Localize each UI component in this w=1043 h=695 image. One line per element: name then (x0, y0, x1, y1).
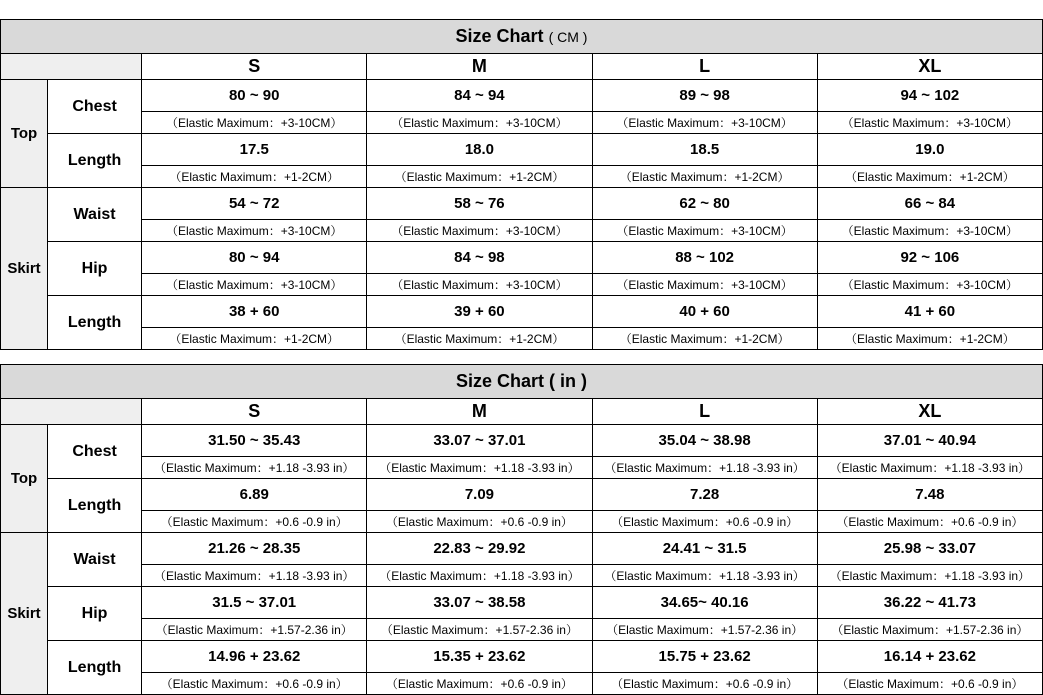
measurement-label: Chest (48, 425, 142, 479)
measurement-value: 7.48 (818, 479, 1042, 511)
size-value-cell (142, 533, 367, 587)
size-value-cell (142, 425, 367, 479)
size-chart-cm (0, 19, 1043, 350)
elastic-note: （Elastic Maximum：+3-10CM） (841, 278, 1019, 292)
elastic-note: （Elastic Maximum：+3-10CM） (616, 224, 793, 238)
elastic-note: （Elastic Maximum：+3-10CM） (616, 116, 793, 130)
elastic-note: （Elastic Maximum：+3-10CM） (391, 116, 568, 130)
measurement-label: Chest (48, 80, 142, 134)
elastic-note: （Elastic Maximum：+1.18 -3.93 in） (604, 569, 805, 583)
measurement-label: Length (48, 479, 142, 533)
elastic-note: （Elastic Maximum：+1.18 -3.93 in） (604, 461, 805, 475)
size-value-cell (592, 296, 817, 350)
elastic-note: （Elastic Maximum：+1.57-2.36 in） (831, 623, 1029, 637)
size-value-cell (817, 188, 1042, 242)
measurement-value: 89 ~ 98 (593, 80, 817, 112)
elastic-note: （Elastic Maximum：+3-10CM） (166, 116, 343, 130)
elastic-note: （Elastic Maximum：+0.6 -0.9 in） (611, 515, 799, 529)
measurement-label: Waist (48, 533, 142, 587)
measurement-value: 15.75 + 23.62 (593, 641, 817, 673)
group-label-skirt: Skirt (1, 533, 48, 695)
size-value-cell (367, 80, 592, 134)
measurement-value: 22.83 ~ 29.92 (367, 533, 591, 565)
measurement-row (1, 80, 1043, 134)
size-value-cell (142, 134, 367, 188)
elastic-note: （Elastic Maximum：+1.18 -3.93 in） (154, 461, 355, 475)
measurement-value: 80 ~ 94 (142, 242, 366, 274)
size-value-cell (592, 425, 817, 479)
elastic-note: （Elastic Maximum：+3-10CM） (391, 278, 568, 292)
measurement-value: 6.89 (142, 479, 366, 511)
size-value-cell (142, 80, 367, 134)
measurement-value: 33.07 ~ 38.58 (367, 587, 591, 619)
size-value-cell (367, 533, 592, 587)
size-value-cell (367, 587, 592, 641)
size-value-cell (142, 479, 367, 533)
measurement-value: 7.09 (367, 479, 591, 511)
elastic-note: （Elastic Maximum：+1-2CM） (169, 170, 340, 184)
measurement-value: 34.65~ 40.16 (593, 587, 817, 619)
measurement-row (1, 533, 1043, 587)
size-value-cell (592, 479, 817, 533)
measurement-value: 31.5 ~ 37.01 (142, 587, 366, 619)
measurement-value: 17.5 (142, 134, 366, 166)
size-value-cell (592, 242, 817, 296)
title-unit: ( CM ) (548, 29, 588, 45)
group-label-top: Top (1, 80, 48, 188)
header-corner (1, 54, 142, 80)
size-value-cell (817, 533, 1042, 587)
size-value-cell (142, 296, 367, 350)
size-chart-title (1, 20, 1043, 54)
size-value-cell (367, 425, 592, 479)
size-chart-title (1, 365, 1043, 399)
measurement-value: 62 ~ 80 (593, 188, 817, 220)
elastic-note: （Elastic Maximum：+3-10CM） (166, 224, 343, 238)
size-header-l: L (592, 54, 817, 80)
measurement-value: 40 + 60 (593, 296, 817, 328)
size-value-cell (367, 641, 592, 695)
size-value-cell (817, 425, 1042, 479)
measurement-value: 39 + 60 (367, 296, 591, 328)
elastic-note: （Elastic Maximum：+1.18 -3.93 in） (379, 461, 580, 475)
measurement-value: 14.96 + 23.62 (142, 641, 366, 673)
size-value-cell (592, 188, 817, 242)
measurement-value: 7.28 (593, 479, 817, 511)
elastic-note: （Elastic Maximum：+1-2CM） (394, 170, 565, 184)
measurement-value: 31.50 ~ 35.43 (142, 425, 366, 457)
size-value-cell (817, 479, 1042, 533)
elastic-note: （Elastic Maximum：+1-2CM） (619, 332, 790, 346)
measurement-label: Waist (48, 188, 142, 242)
size-header-row (1, 54, 1043, 80)
measurement-row (1, 296, 1043, 350)
elastic-note: （Elastic Maximum：+0.6 -0.9 in） (385, 677, 573, 691)
measurement-row (1, 587, 1043, 641)
elastic-note: （Elastic Maximum：+3-10CM） (841, 116, 1019, 130)
measurement-value: 24.41 ~ 31.5 (593, 533, 817, 565)
measurement-value: 16.14 + 23.62 (818, 641, 1042, 673)
elastic-note: （Elastic Maximum：+1-2CM） (394, 332, 565, 346)
measurement-row (1, 188, 1043, 242)
size-chart-in (0, 364, 1043, 695)
measurement-row (1, 641, 1043, 695)
size-value-cell (142, 587, 367, 641)
elastic-note: （Elastic Maximum：+0.6 -0.9 in） (611, 677, 799, 691)
size-value-cell (592, 134, 817, 188)
elastic-note: （Elastic Maximum：+3-10CM） (841, 224, 1019, 238)
measurement-value: 80 ~ 90 (142, 80, 366, 112)
title-text: Size Chart (455, 26, 544, 46)
measurement-value: 33.07 ~ 37.01 (367, 425, 591, 457)
size-table (0, 364, 1043, 695)
elastic-note: （Elastic Maximum：+1.57-2.36 in） (606, 623, 804, 637)
size-header-xl: XL (817, 399, 1042, 425)
elastic-note: （Elastic Maximum：+1.18 -3.93 in） (829, 569, 1031, 583)
measurement-value: 41 + 60 (818, 296, 1042, 328)
size-value-cell (592, 533, 817, 587)
elastic-note: （Elastic Maximum：+0.6 -0.9 in） (836, 515, 1024, 529)
measurement-value: 58 ~ 76 (367, 188, 591, 220)
measurement-value: 36.22 ~ 41.73 (818, 587, 1042, 619)
measurement-label: Length (48, 641, 142, 695)
measurement-label: Length (48, 296, 142, 350)
measurement-value: 84 ~ 98 (367, 242, 591, 274)
elastic-note: （Elastic Maximum：+1-2CM） (619, 170, 790, 184)
measurement-value: 92 ~ 106 (818, 242, 1042, 274)
size-header-s: S (142, 54, 367, 80)
size-header-m: M (367, 399, 592, 425)
measurement-row (1, 425, 1043, 479)
measurement-value: 94 ~ 102 (818, 80, 1042, 112)
size-value-cell (142, 188, 367, 242)
measurement-value: 18.5 (593, 134, 817, 166)
elastic-note: （Elastic Maximum：+1.57-2.36 in） (380, 623, 578, 637)
elastic-note: （Elastic Maximum：+0.6 -0.9 in） (160, 677, 348, 691)
measurement-value: 35.04 ~ 38.98 (593, 425, 817, 457)
measurement-value: 21.26 ~ 28.35 (142, 533, 366, 565)
size-value-cell (367, 479, 592, 533)
size-value-cell (367, 296, 592, 350)
measurement-value: 25.98 ~ 33.07 (818, 533, 1042, 565)
elastic-note: （Elastic Maximum：+0.6 -0.9 in） (160, 515, 348, 529)
header-corner (1, 399, 142, 425)
size-value-cell (592, 587, 817, 641)
measurement-label: Hip (48, 587, 142, 641)
elastic-note: （Elastic Maximum：+1.57-2.36 in） (155, 623, 353, 637)
title-text: Size Chart (455, 371, 544, 391)
measurement-value: 18.0 (367, 134, 591, 166)
elastic-note: （Elastic Maximum：+3-10CM） (616, 278, 793, 292)
elastic-note: （Elastic Maximum：+0.6 -0.9 in） (385, 515, 573, 529)
size-header-xl: XL (817, 54, 1042, 80)
measurement-value: 84 ~ 94 (367, 80, 591, 112)
group-label-skirt: Skirt (1, 188, 48, 350)
elastic-note: （Elastic Maximum：+1-2CM） (845, 170, 1015, 184)
size-value-cell (817, 80, 1042, 134)
size-value-cell (367, 188, 592, 242)
size-value-cell (817, 641, 1042, 695)
measurement-value: 66 ~ 84 (818, 188, 1042, 220)
elastic-note: （Elastic Maximum：+1.18 -3.93 in） (379, 569, 580, 583)
measurement-row (1, 134, 1043, 188)
measurement-label: Length (48, 134, 142, 188)
elastic-note: （Elastic Maximum：+1-2CM） (169, 332, 340, 346)
measurement-value: 38 + 60 (142, 296, 366, 328)
size-value-cell (367, 134, 592, 188)
group-label-top: Top (1, 425, 48, 533)
size-value-cell (817, 134, 1042, 188)
size-value-cell (592, 641, 817, 695)
measurement-label: Hip (48, 242, 142, 296)
size-value-cell (142, 242, 367, 296)
size-header-l: L (592, 399, 817, 425)
size-value-cell (817, 587, 1042, 641)
size-value-cell (817, 296, 1042, 350)
size-value-cell (142, 641, 367, 695)
size-table (0, 19, 1043, 350)
size-header-m: M (367, 54, 592, 80)
measurement-row (1, 479, 1043, 533)
elastic-note: （Elastic Maximum：+3-10CM） (391, 224, 568, 238)
elastic-note: （Elastic Maximum：+1-2CM） (845, 332, 1015, 346)
elastic-note: （Elastic Maximum：+1.18 -3.93 in） (829, 461, 1031, 475)
measurement-value: 37.01 ~ 40.94 (818, 425, 1042, 457)
title-unit: ( in ) (549, 371, 588, 391)
size-header-s: S (142, 399, 367, 425)
size-header-row (1, 399, 1043, 425)
elastic-note: （Elastic Maximum：+0.6 -0.9 in） (836, 677, 1024, 691)
measurement-value: 15.35 + 23.62 (367, 641, 591, 673)
elastic-note: （Elastic Maximum：+3-10CM） (166, 278, 343, 292)
size-value-cell (592, 80, 817, 134)
measurement-value: 54 ~ 72 (142, 188, 366, 220)
measurement-value: 88 ~ 102 (593, 242, 817, 274)
size-value-cell (367, 242, 592, 296)
elastic-note: （Elastic Maximum：+1.18 -3.93 in） (154, 569, 355, 583)
measurement-value: 19.0 (818, 134, 1042, 166)
measurement-row (1, 242, 1043, 296)
size-value-cell (817, 242, 1042, 296)
